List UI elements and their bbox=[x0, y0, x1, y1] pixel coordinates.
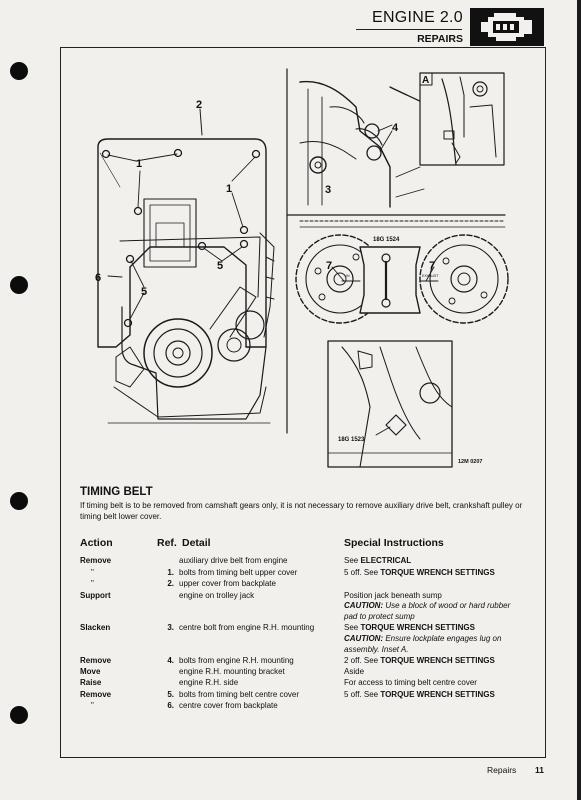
callout-5: 5 bbox=[141, 286, 148, 298]
row-special-instruction: For access to timing belt centre cover bbox=[344, 678, 477, 687]
column-header-detail: Detail bbox=[182, 537, 211, 549]
tool-label-18g1524: 18G 1524 bbox=[373, 237, 400, 243]
callout-1: 1 bbox=[136, 158, 143, 170]
row-ref: 4. bbox=[167, 656, 174, 665]
callout-5: 5 bbox=[217, 260, 224, 272]
row-action: Remove bbox=[80, 690, 112, 699]
timing-belt-illustration bbox=[60, 47, 546, 477]
callout-1: 1 bbox=[226, 183, 233, 195]
callout-4: 4 bbox=[392, 122, 399, 134]
callout-2: 2 bbox=[196, 99, 203, 111]
row-action: Remove bbox=[80, 556, 112, 565]
intake-mark-label: IN bbox=[346, 274, 350, 278]
row-ref: 2. bbox=[167, 579, 174, 588]
row-special-instruction: 5 off. See TORQUE WRENCH SETTINGS bbox=[344, 690, 495, 699]
row-detail: bolts from engine R.H. mounting bbox=[179, 656, 294, 665]
row-detail: engine R.H. side bbox=[179, 678, 239, 687]
row-special-instruction: See ELECTRICAL bbox=[344, 556, 412, 565]
row-action: Move bbox=[80, 667, 101, 676]
row-detail: centre bolt from engine R.H. mounting bbox=[179, 623, 315, 632]
row-ref: 5. bbox=[167, 690, 174, 699]
row-ref: 1. bbox=[167, 568, 174, 577]
column-header-special: Special Instructions bbox=[344, 537, 444, 549]
row-action: Slacken bbox=[80, 623, 111, 632]
caution-note: CAUTION: Ensure lockplate engages lug on assembly. Inset A. bbox=[344, 634, 502, 654]
section-intro: If timing belt is to be removed from camshaft gears only, it is not necessary to remove auxiliary drive belt, crankshaft pulley or timing belt lower cover. bbox=[80, 501, 523, 521]
callout-6: 6 bbox=[95, 272, 102, 284]
row-detail: upper cover from backplate bbox=[179, 579, 276, 588]
figure-number: 12M 0207 bbox=[458, 459, 483, 465]
exhaust-mark-label: EXHAUST bbox=[422, 274, 439, 278]
row-action: Support bbox=[80, 591, 111, 600]
row-detail: auxiliary drive belt from engine bbox=[179, 556, 288, 565]
row-special-instruction: 5 off. See TORQUE WRENCH SETTINGS bbox=[344, 568, 495, 577]
column-header-action: Action bbox=[80, 537, 113, 549]
row-detail: engine R.H. mounting bracket bbox=[179, 667, 285, 676]
row-detail: bolts from timing belt upper cover bbox=[179, 568, 298, 577]
page-number: 11 bbox=[535, 765, 544, 775]
row-special-instruction: See TORQUE WRENCH SETTINGS bbox=[344, 623, 475, 632]
row-action: " bbox=[91, 579, 94, 588]
section-header-subtitle: REPAIRS bbox=[417, 33, 463, 45]
caution-note: CAUTION: Use a block of wood or hard rubber pad to protect sump bbox=[344, 601, 511, 621]
inset-label-a: A bbox=[422, 75, 430, 86]
callout-7: 7 bbox=[429, 260, 436, 272]
tool-label-18g1523: 18G 1523 bbox=[338, 437, 365, 443]
callout-7: 7 bbox=[326, 260, 333, 272]
row-special-instruction: 2 off. See TORQUE WRENCH SETTINGS bbox=[344, 656, 495, 665]
row-special-instruction: Position jack beneath sump bbox=[344, 591, 442, 600]
row-detail: engine on trolley jack bbox=[179, 591, 255, 600]
binding-edge bbox=[577, 0, 581, 800]
row-action: " bbox=[91, 568, 94, 577]
footer-section-label: Repairs bbox=[487, 765, 517, 775]
row-action: Remove bbox=[80, 656, 112, 665]
callout-3: 3 bbox=[325, 184, 332, 196]
row-ref: 3. bbox=[167, 623, 174, 632]
punch-hole bbox=[10, 62, 28, 80]
punch-hole bbox=[10, 276, 28, 294]
row-detail: centre cover from backplate bbox=[179, 701, 278, 710]
column-header-ref: Ref. bbox=[157, 537, 177, 549]
row-ref: 6. bbox=[167, 701, 174, 710]
row-action: " bbox=[91, 701, 94, 710]
engine-icon bbox=[470, 8, 544, 46]
section-title: TIMING BELT bbox=[80, 486, 153, 498]
section-header-title: ENGINE 2.0 bbox=[371, 9, 463, 26]
punch-hole bbox=[10, 492, 28, 510]
row-detail: bolts from timing belt centre cover bbox=[179, 690, 300, 699]
row-special-instruction: Aside bbox=[344, 667, 365, 676]
row-action: Raise bbox=[80, 678, 102, 687]
header-rule bbox=[356, 29, 462, 30]
punch-hole bbox=[10, 706, 28, 724]
